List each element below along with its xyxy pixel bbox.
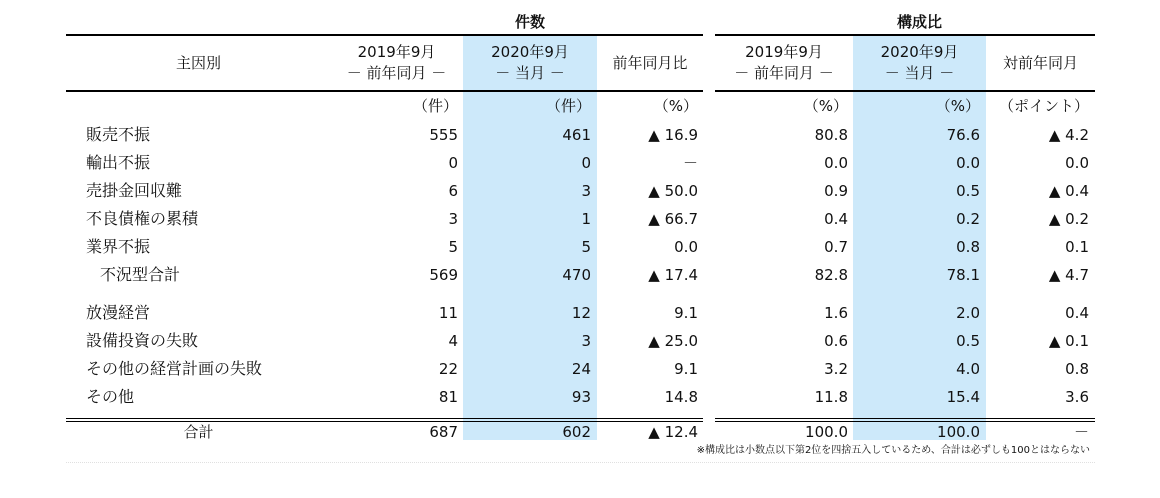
row-prev-cell: 3 [448, 210, 458, 228]
row-yoy-cell: － [682, 154, 698, 172]
group-header-count: 件数 [514, 13, 545, 31]
total-prev: 687 [429, 423, 458, 441]
unit-comp-yoy: （ポイント） [998, 97, 1089, 115]
row-cur-cell: 3 [581, 332, 591, 350]
row-label: 売掛金回収難 [86, 181, 183, 200]
row-comp-yoy-cell: 0.1 [1065, 238, 1089, 256]
row-label: 販売不振 [86, 125, 151, 144]
row-comp-prev-cell: 82.8 [814, 266, 848, 284]
row-comp-yoy-cell: ▲ 0.4 [1048, 182, 1089, 200]
header-comp-prev-line2: － 前年同月 － [734, 64, 834, 82]
row-prev-cell: 11 [438, 304, 458, 322]
top-border-right [715, 34, 1095, 36]
row-comp-cur-cell: 0.8 [956, 238, 980, 256]
row-comp-yoy-cell: 0.8 [1065, 360, 1089, 378]
row-label: 放漫経営 [86, 303, 151, 322]
row-label: 輸出不振 [86, 153, 151, 172]
row-label: その他の経営計画の失敗 [86, 359, 263, 378]
row-prev-cell: 5 [448, 238, 458, 256]
row-prev-cell: 569 [429, 266, 458, 284]
row-comp-cur-cell: 0.5 [956, 332, 980, 350]
row-cur-cell: 3 [581, 182, 591, 200]
row-comp-prev-cell: 11.8 [814, 388, 848, 406]
header-prev-year-line2: － 前年同月 － [346, 64, 447, 82]
row-cur-cell: 1 [581, 210, 591, 228]
row-label: その他 [86, 387, 135, 406]
row-comp-cur-cell: 76.6 [946, 126, 980, 144]
row-yoy-cell: 0.0 [674, 238, 698, 256]
header-yoy: 前年同月比 [612, 54, 688, 72]
top-border-left [66, 34, 703, 36]
row-comp-cur-cell: 2.0 [956, 304, 980, 322]
row-label: 設備投資の失敗 [86, 331, 199, 350]
row-cur-cell: 5 [581, 238, 591, 256]
row-prev-cell: 555 [429, 126, 458, 144]
row-label: 不良債権の累積 [86, 209, 199, 228]
row-comp-prev-cell: 0.7 [824, 238, 848, 256]
row-comp-prev-cell: 0.9 [824, 182, 848, 200]
row-comp-yoy-cell: 0.0 [1065, 154, 1089, 172]
dotted-baseline [66, 462, 1095, 463]
row-cur-cell: 24 [571, 360, 591, 378]
row-prev-cell: 6 [448, 182, 458, 200]
row-prev-cell: 22 [438, 360, 458, 378]
row-comp-prev-cell: 0.6 [824, 332, 848, 350]
row-yoy-cell: 14.8 [664, 388, 698, 406]
row-prev-cell: 81 [438, 388, 458, 406]
total-comp-cur: 100.0 [937, 423, 980, 441]
row-yoy-cell: 9.1 [674, 360, 698, 378]
row-comp-cur-cell: 4.0 [956, 360, 980, 378]
row-comp-yoy-cell: ▲ 0.1 [1048, 332, 1089, 350]
header-bottom-border-left [66, 90, 703, 92]
total-cur: 602 [562, 423, 591, 441]
row-yoy-cell: ▲ 25.0 [648, 332, 698, 350]
unit-prev: （件） [412, 97, 458, 115]
row-comp-prev-cell: 80.8 [814, 126, 848, 144]
header-comp-yoy: 対前年同月 [1002, 54, 1078, 72]
unit-cur: （件） [545, 97, 591, 115]
row-cur-cell: 470 [562, 266, 591, 284]
header-comp-cur-line1: 2020年9月 [880, 43, 959, 61]
row-comp-yoy-cell: ▲ 4.2 [1048, 126, 1089, 144]
unit-comp-prev: （%） [803, 97, 848, 115]
row-yoy-cell: ▲ 17.4 [648, 266, 698, 284]
row-cur-cell: 12 [571, 304, 591, 322]
total-top-border-left-a [66, 418, 703, 419]
row-comp-cur-cell: 0.0 [956, 154, 980, 172]
total-comp-yoy: － [1073, 423, 1089, 441]
row-comp-cur-cell: 78.1 [946, 266, 980, 284]
row-comp-prev-cell: 0.4 [824, 210, 848, 228]
header-comp-cur-line2: － 当月 － [884, 64, 955, 82]
row-comp-yoy-cell: ▲ 4.7 [1048, 266, 1089, 284]
row-yoy-cell: ▲ 16.9 [648, 126, 698, 144]
total-top-border-right-a [715, 418, 1095, 419]
row-comp-cur-cell: 15.4 [946, 388, 980, 406]
row-comp-yoy-cell: 0.4 [1065, 304, 1089, 322]
row-cur-cell: 93 [571, 388, 591, 406]
unit-yoy: （%） [653, 97, 698, 115]
row-comp-cur-cell: 0.2 [956, 210, 980, 228]
row-comp-cur-cell: 0.5 [956, 182, 980, 200]
header-bottom-border-right [715, 90, 1095, 92]
total-label: 合計 [183, 423, 214, 441]
header-current-line1: 2020年9月 [491, 43, 569, 61]
unit-comp-cur: （%） [935, 97, 980, 115]
header-current-line2: － 当月 － [495, 64, 565, 82]
row-comp-prev-cell: 0.0 [824, 154, 848, 172]
row-yoy-cell: ▲ 66.7 [648, 210, 698, 228]
row-yoy-cell: 9.1 [674, 304, 698, 322]
header-comp-prev-line1: 2019年9月 [745, 43, 823, 61]
total-comp-prev: 100.0 [805, 423, 848, 441]
header-prev-year-line1: 2019年9月 [357, 43, 436, 61]
row-label: 不況型合計 [100, 265, 181, 284]
row-comp-prev-cell: 1.6 [824, 304, 848, 322]
row-cur-cell: 461 [562, 126, 591, 144]
footnote: ※構成比は小数点以下第2位を四捨五入しているため、合計は必ずしも100とはならない [696, 445, 1090, 456]
row-prev-cell: 0 [448, 154, 458, 172]
row-comp-yoy-cell: ▲ 0.2 [1048, 210, 1089, 228]
row-comp-yoy-cell: 3.6 [1065, 388, 1089, 406]
row-cur-cell: 0 [581, 154, 591, 172]
row-label: 業界不振 [86, 237, 151, 256]
header-cause: 主因別 [175, 54, 221, 72]
group-header-composition: 構成比 [896, 13, 942, 31]
row-comp-prev-cell: 3.2 [824, 360, 848, 378]
row-yoy-cell: ▲ 50.0 [648, 182, 698, 200]
total-yoy: ▲ 12.4 [648, 423, 698, 441]
row-prev-cell: 4 [448, 332, 458, 350]
